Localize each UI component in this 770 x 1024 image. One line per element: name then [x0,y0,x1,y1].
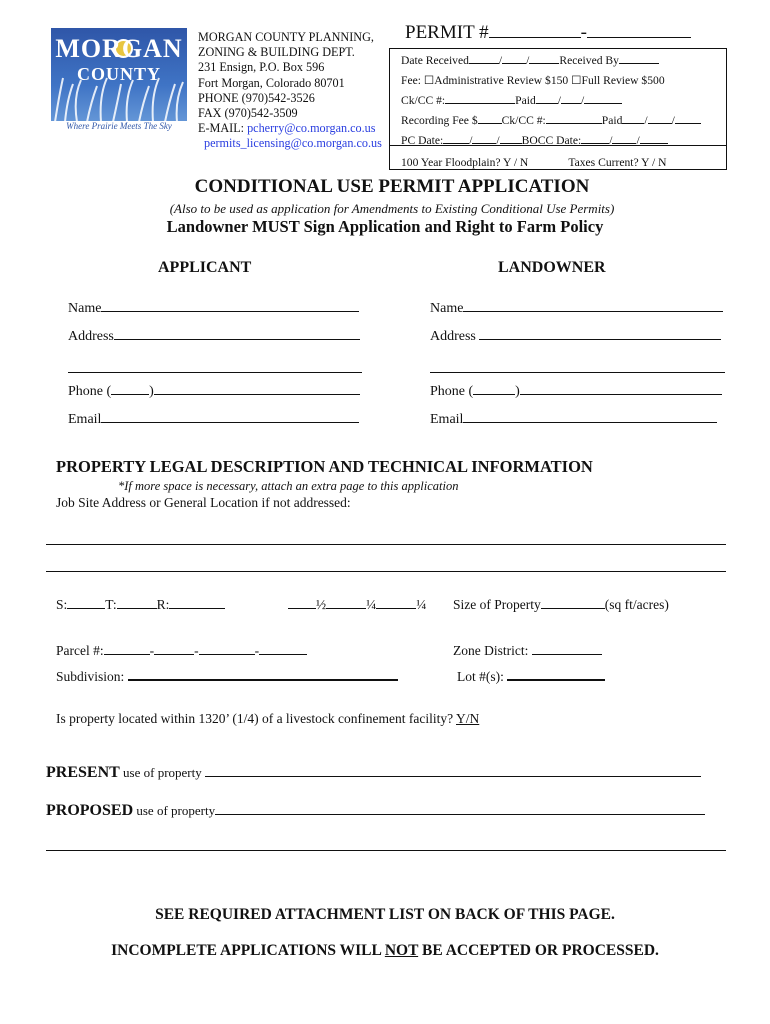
notice-not: NOT [384,942,419,959]
livestock-question-text: Is property located within 1320’ (1/4) of a livestock confinement facility? [56,711,454,726]
applicant-email-field[interactable] [68,412,359,428]
permit-number-field[interactable]: PERMIT # - [405,22,691,44]
address-line-2: Fort Morgan, Colorado 80701 [198,75,345,90]
landowner-heading: LANDOWNER [498,259,606,276]
present-label: PRESENT [46,764,120,781]
applicant-name-label: Name [68,301,102,316]
attachment-list-notice: SEE REQUIRED ATTACHMENT LIST ON BACK OF THIS PAGE. [155,906,615,923]
address-line-1: 231 Ensign, P.O. Box 596 [198,60,325,75]
applicant-address-label: Address [68,329,114,344]
landowner-phone-field[interactable]: Phone ( ) [430,384,722,400]
zone-label: Zone District: [453,643,532,658]
paid-label-2: Paid [601,114,623,127]
email-line [198,121,382,136]
phone-number: PHONE (970)542-3526 [198,90,315,105]
recording-fee-label: Recording Fee $ [401,114,478,127]
logo-line-1: MORGAN [55,34,183,63]
logo-tagline: Where Prairie Meets The Sky [51,121,187,132]
applicant-name-field[interactable] [68,301,359,317]
email-line-2 [198,136,382,151]
job-site-line-2[interactable] [46,571,726,572]
landowner-address-line-2[interactable] [430,372,725,373]
quarter-label-1: ¼ [366,597,377,612]
lot-number-field[interactable] [457,669,605,685]
dept-line-1: MORGAN COUNTY PLANNING, [198,30,374,44]
received-by-label: Received By [559,54,619,67]
size-of-property-field[interactable] [453,597,669,613]
fee-row [401,71,726,91]
ckcc-label-2: Ck/CC #: [501,114,546,127]
section-township-range[interactable] [56,597,225,613]
landowner-email-field[interactable] [430,412,717,428]
form-title: CONDITIONAL USE PERMIT APPLICATION [194,176,590,197]
applicant-phone-field[interactable]: Phone ( ) [68,384,360,400]
bocc-date-label: BOCC Date: [521,134,582,147]
present-use-field[interactable] [46,764,701,782]
landowner-email-label: Email [430,412,464,427]
range-label: R: [156,597,170,612]
taxes-current-label: Taxes Current? Y / N [568,156,667,169]
dept-line-2: ZONING & BUILDING DEPT. [198,45,355,60]
quarter-section-fields[interactable] [288,597,426,613]
property-section-heading: PROPERTY LEGAL DESCRIPTION AND TECHNICAL INFORMATION [56,457,593,476]
landowner-signature-note: Landowner MUST Sign Application and Right to Farm Policy [166,217,604,236]
half-label: ½ [316,597,327,612]
logo-line-2: COUNTY [76,64,161,84]
email-label: E-MAIL: [198,121,248,136]
fax-number: FAX (970)542-3509 [198,106,298,121]
applicant-address-field[interactable] [68,329,360,345]
notice-part-2: BE ACCEPTED OR PROCESSED. [418,942,659,959]
applicant-heading: APPLICANT [158,259,252,276]
proposed-label: PROPOSED [46,802,134,819]
full-review-checkbox[interactable]: ☐ [571,74,582,87]
office-box-divider [389,145,727,146]
applicant-email-label: Email [68,412,102,427]
landowner-phone-label: Phone ( [430,384,474,399]
landowner-name-field[interactable] [430,301,723,317]
form-subtitle: (Also to be used as application for Amendments to Existing Conditional Use Permits) [169,201,615,216]
dates-row: PC Date: / / BOCC Date: / / [401,131,726,151]
lot-label: Lot #(s): [457,669,508,684]
livestock-question [56,711,479,727]
proposed-use-field[interactable] [46,802,705,820]
subdivision-field[interactable] [56,669,398,685]
email-link-1[interactable]: pcherry@co.morgan.co.us [247,121,376,136]
admin-review-label: Administrative Review $150 [434,74,569,87]
parcel-label: Parcel #: [56,643,104,658]
section-label: S: [56,597,68,612]
paid-label: Paid [515,94,536,107]
subdivision-label: Subdivision: [56,669,128,684]
parcel-number-field[interactable]: Parcel #: - - - [56,643,307,659]
recording-fee-row: Recording Fee $ Ck/CC #: Paid / / [401,111,726,131]
floodplain-taxes-row [401,153,726,173]
email-link-2[interactable]: permits_licensing@co.morgan.co.us [204,136,382,151]
permit-label: PERMIT # [405,22,489,43]
fee-label: Fee: [401,74,424,87]
applicant-address-line-2[interactable] [68,372,362,373]
date-received-row: Date Received / / Received By [401,51,726,71]
size-unit-label: (sq ft/acres) [604,597,669,612]
ckcc-label: Ck/CC #: [401,94,446,107]
morgan-county-logo [51,28,187,132]
landowner-name-label: Name [430,301,464,316]
notice-part-1: INCOMPLETE APPLICATIONS WILL [111,942,385,959]
landowner-address-label: Address [430,329,480,344]
office-use-box [389,48,727,170]
admin-review-checkbox[interactable]: ☐ [423,74,435,87]
township-label: T: [105,597,117,612]
pc-date-label: PC Date: [401,134,444,147]
incomplete-application-notice [0,942,770,960]
quarter-label-2: ¼ [416,597,427,612]
livestock-yes-no[interactable]: Y/N [456,711,480,726]
applicant-phone-label: Phone ( [68,384,112,399]
proposed-use-label: use of property [133,803,216,818]
proposed-use-line-2[interactable] [46,850,726,851]
landowner-address-field[interactable] [430,329,721,345]
job-site-line-1[interactable] [46,544,726,545]
zone-district-field[interactable] [453,643,602,659]
job-site-label: Job Site Address or General Location if not addressed: [56,495,351,510]
size-label: Size of Property [453,597,541,612]
extra-page-note: *If more space is necessary, attach an extra page to this application [118,479,459,493]
floodplain-label: 100 Year Floodplain? Y / N [401,156,529,169]
date-received-label: Date Received [401,54,469,67]
ckcc-row: Ck/CC #: Paid / / [401,91,726,111]
full-review-label: Full Review $500 [581,74,665,87]
present-use-label: use of property [119,765,205,780]
department-contact [198,30,382,152]
